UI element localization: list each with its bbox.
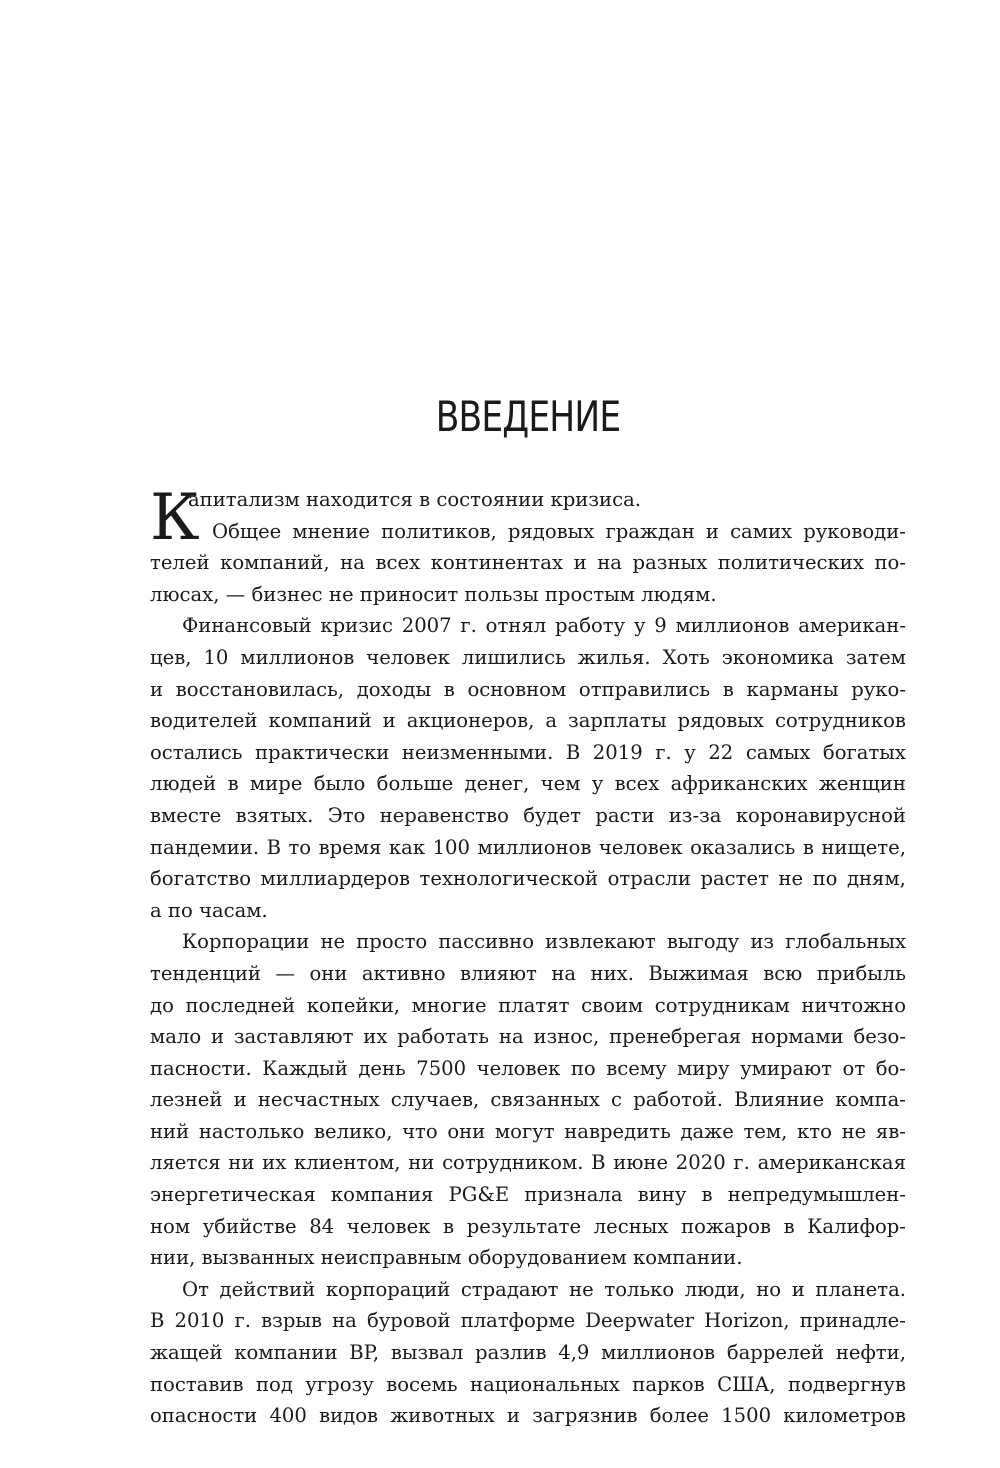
chapter-title: ВВЕДЕНИЕ <box>435 392 621 441</box>
text-line: Финансовый кризис 2007 г. отнял работу у 9 миллионов американ- <box>182 614 906 638</box>
text-line: мало и заставляют их работать на износ, пренебрегая нормами безо- <box>150 1025 906 1049</box>
text-line: тенденций — они активно влияют на них. Выжимая всю прибыль <box>150 961 906 985</box>
text-line: опасности 400 видов животных и загрязнив более 1500 километров <box>150 1404 906 1428</box>
text-line: лезней и несчастных случаев, связанных с работой. Влияние компа- <box>150 1088 906 1112</box>
text-line: ляется ни их клиентом, ни сотрудником. В июне 2020 г. американская <box>150 1151 906 1175</box>
text-line: поставив под угрозу восемь национальных парков США, подвергнув <box>150 1372 906 1396</box>
text-line: пандемии. В то время как 100 миллионов человек оказались в нищете, <box>150 835 906 859</box>
text-line: ном убийстве 84 человек в результате лесных пожаров в Калифор- <box>150 1214 906 1238</box>
body-text <box>150 481 906 1432</box>
text-line: водителей компаний и акционеров, а зарплаты рядовых сотрудников <box>150 709 906 733</box>
text-line: цев, 10 миллионов человек лишились жилья. Хоть экономика затем <box>150 645 906 669</box>
text-line: ний настолько велико, что они могут навредить даже тем, кто не яв- <box>150 1119 906 1143</box>
text-line: и восстановилась, доходы в основном отправились в карманы руко- <box>150 677 906 701</box>
text-line: нии, вызванных неисправным оборудованием компании. <box>150 1246 743 1270</box>
text-line: людей в мире было больше денег, чем у всех африканских женщин <box>150 772 906 796</box>
text-line: богатство миллиардеров технологической отрасли растет не по дням, <box>150 867 906 891</box>
text-line: остались практически неизменными. В 2019 г. у 22 самых богатых <box>150 740 906 764</box>
text-line: телей компаний, на всех континентах и на разных политических по- <box>150 551 906 575</box>
drop-cap: К <box>150 481 200 555</box>
text-line: Общее мнение политиков, рядовых граждан и самих руководи- <box>212 519 906 543</box>
book-page <box>150 0 906 1468</box>
text-line: От действий корпораций страдают не только люди, но и планета. <box>182 1277 906 1301</box>
text-line: до последней копейки, многие платят своим сотрудникам ничтожно <box>150 993 906 1017</box>
text-line: жащей компании BP, вызвал разлив 4,9 миллионов баррелей нефти, <box>150 1341 906 1365</box>
text-line: В 2010 г. взрыв на буровой платформе Deepwater Horizon, принадле- <box>150 1309 906 1333</box>
text-line: К апитализм находится в состоянии кризиса. <box>150 481 641 555</box>
text-line: Корпорации не просто пассивно извлекают выгоду из глобальных <box>182 930 906 954</box>
text-line: люсах, — бизнес не приносит пользы простым людям. <box>150 582 717 606</box>
text-line: вместе взятых. Это неравенство будет расти из-за коронавирусной <box>150 803 906 827</box>
text-line: а по часам. <box>150 898 268 922</box>
text-line: энергетическая компания PG&E признала вину в непредумышлен- <box>150 1183 906 1207</box>
text-line: пасности. Каждый день 7500 человек по всему миру умирают от бо- <box>150 1056 906 1080</box>
